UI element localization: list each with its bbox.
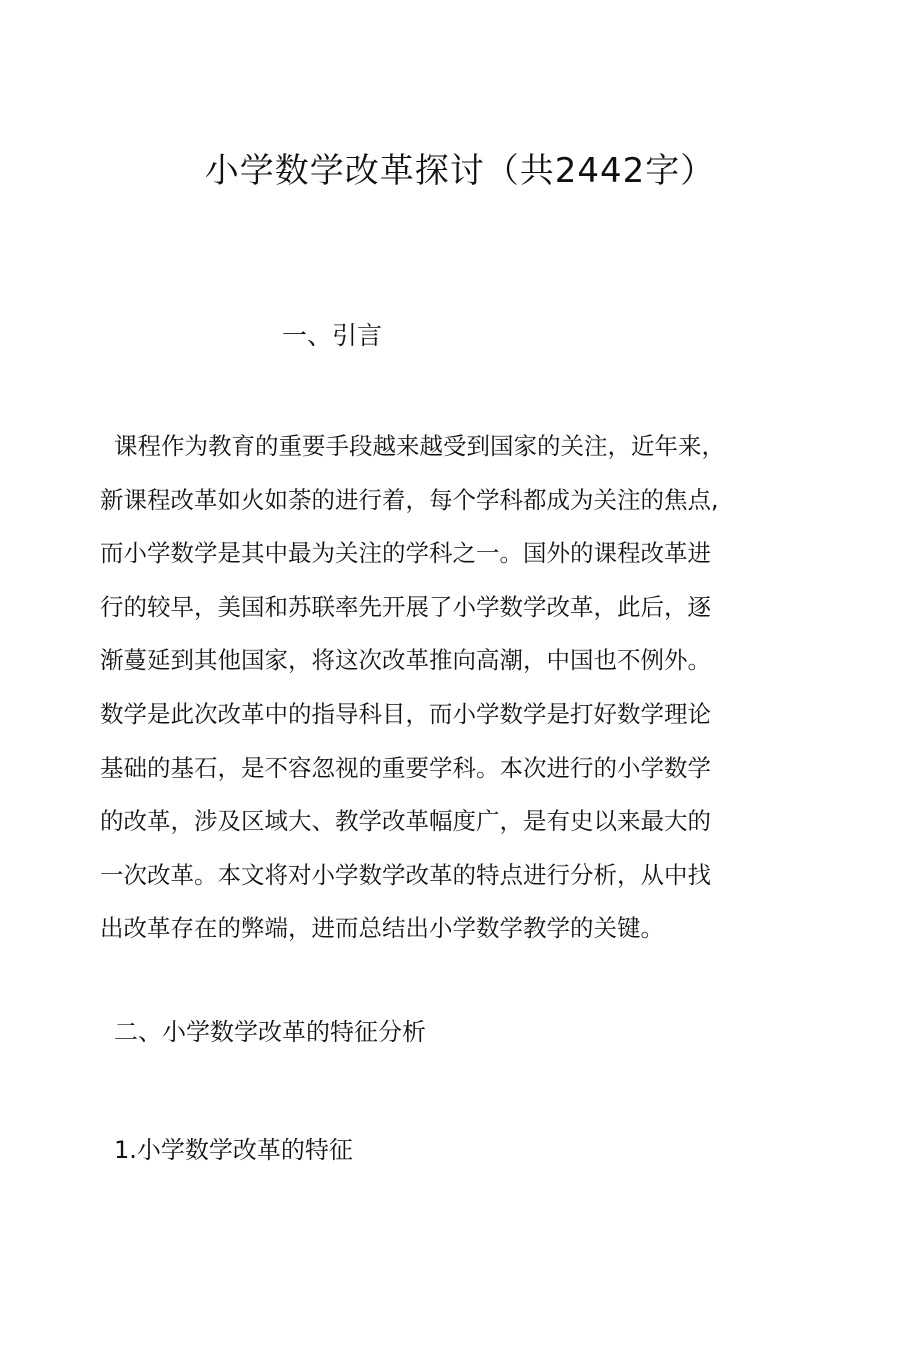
paragraph-line: 一次改革。本文将对小学数学改革的特点进行分析，从中找 <box>100 860 711 889</box>
paragraph-line: 而小学数学是其中最为关注的学科之一。国外的课程改革进 <box>100 539 711 568</box>
section-heading-feature-analysis: 二、小学数学改革的特征分析 <box>114 1018 426 1046</box>
section-heading-introduction: 一、引言 <box>282 321 383 350</box>
paragraph-line: 数学是此次改革中的指导科目，而小学数学是打好数学理论 <box>100 699 711 728</box>
paragraph-line: 课程作为教育的重要手段越来越受到国家的关注，近年来， <box>114 432 725 460</box>
document-title: 小学数学改革探讨（共2442字） <box>204 151 716 191</box>
subsection-heading-features: 1.小学数学改革的特征 <box>114 1136 353 1164</box>
paragraph-line: 渐蔓延到其他国家，将这次改革推向高潮，中国也不例外。 <box>100 646 711 675</box>
paragraph-line: 出改革存在的弊端，进而总结出小学数学教学的关键。 <box>100 914 664 943</box>
paragraph-line: 的改革，涉及区域大、教学改革幅度广，是有史以来最大的 <box>100 807 711 836</box>
paragraph-line: 行的较早，美国和苏联率先开展了小学数学改革，此后，逐 <box>100 592 711 621</box>
paragraph-line: 新课程改革如火如荼的进行着，每个学科都成为关注的焦点, <box>100 485 719 514</box>
paragraph-introduction <box>100 420 790 956</box>
paragraph-line: 基础的基石，是不容忽视的重要学科。本次进行的小学数学 <box>100 753 711 782</box>
